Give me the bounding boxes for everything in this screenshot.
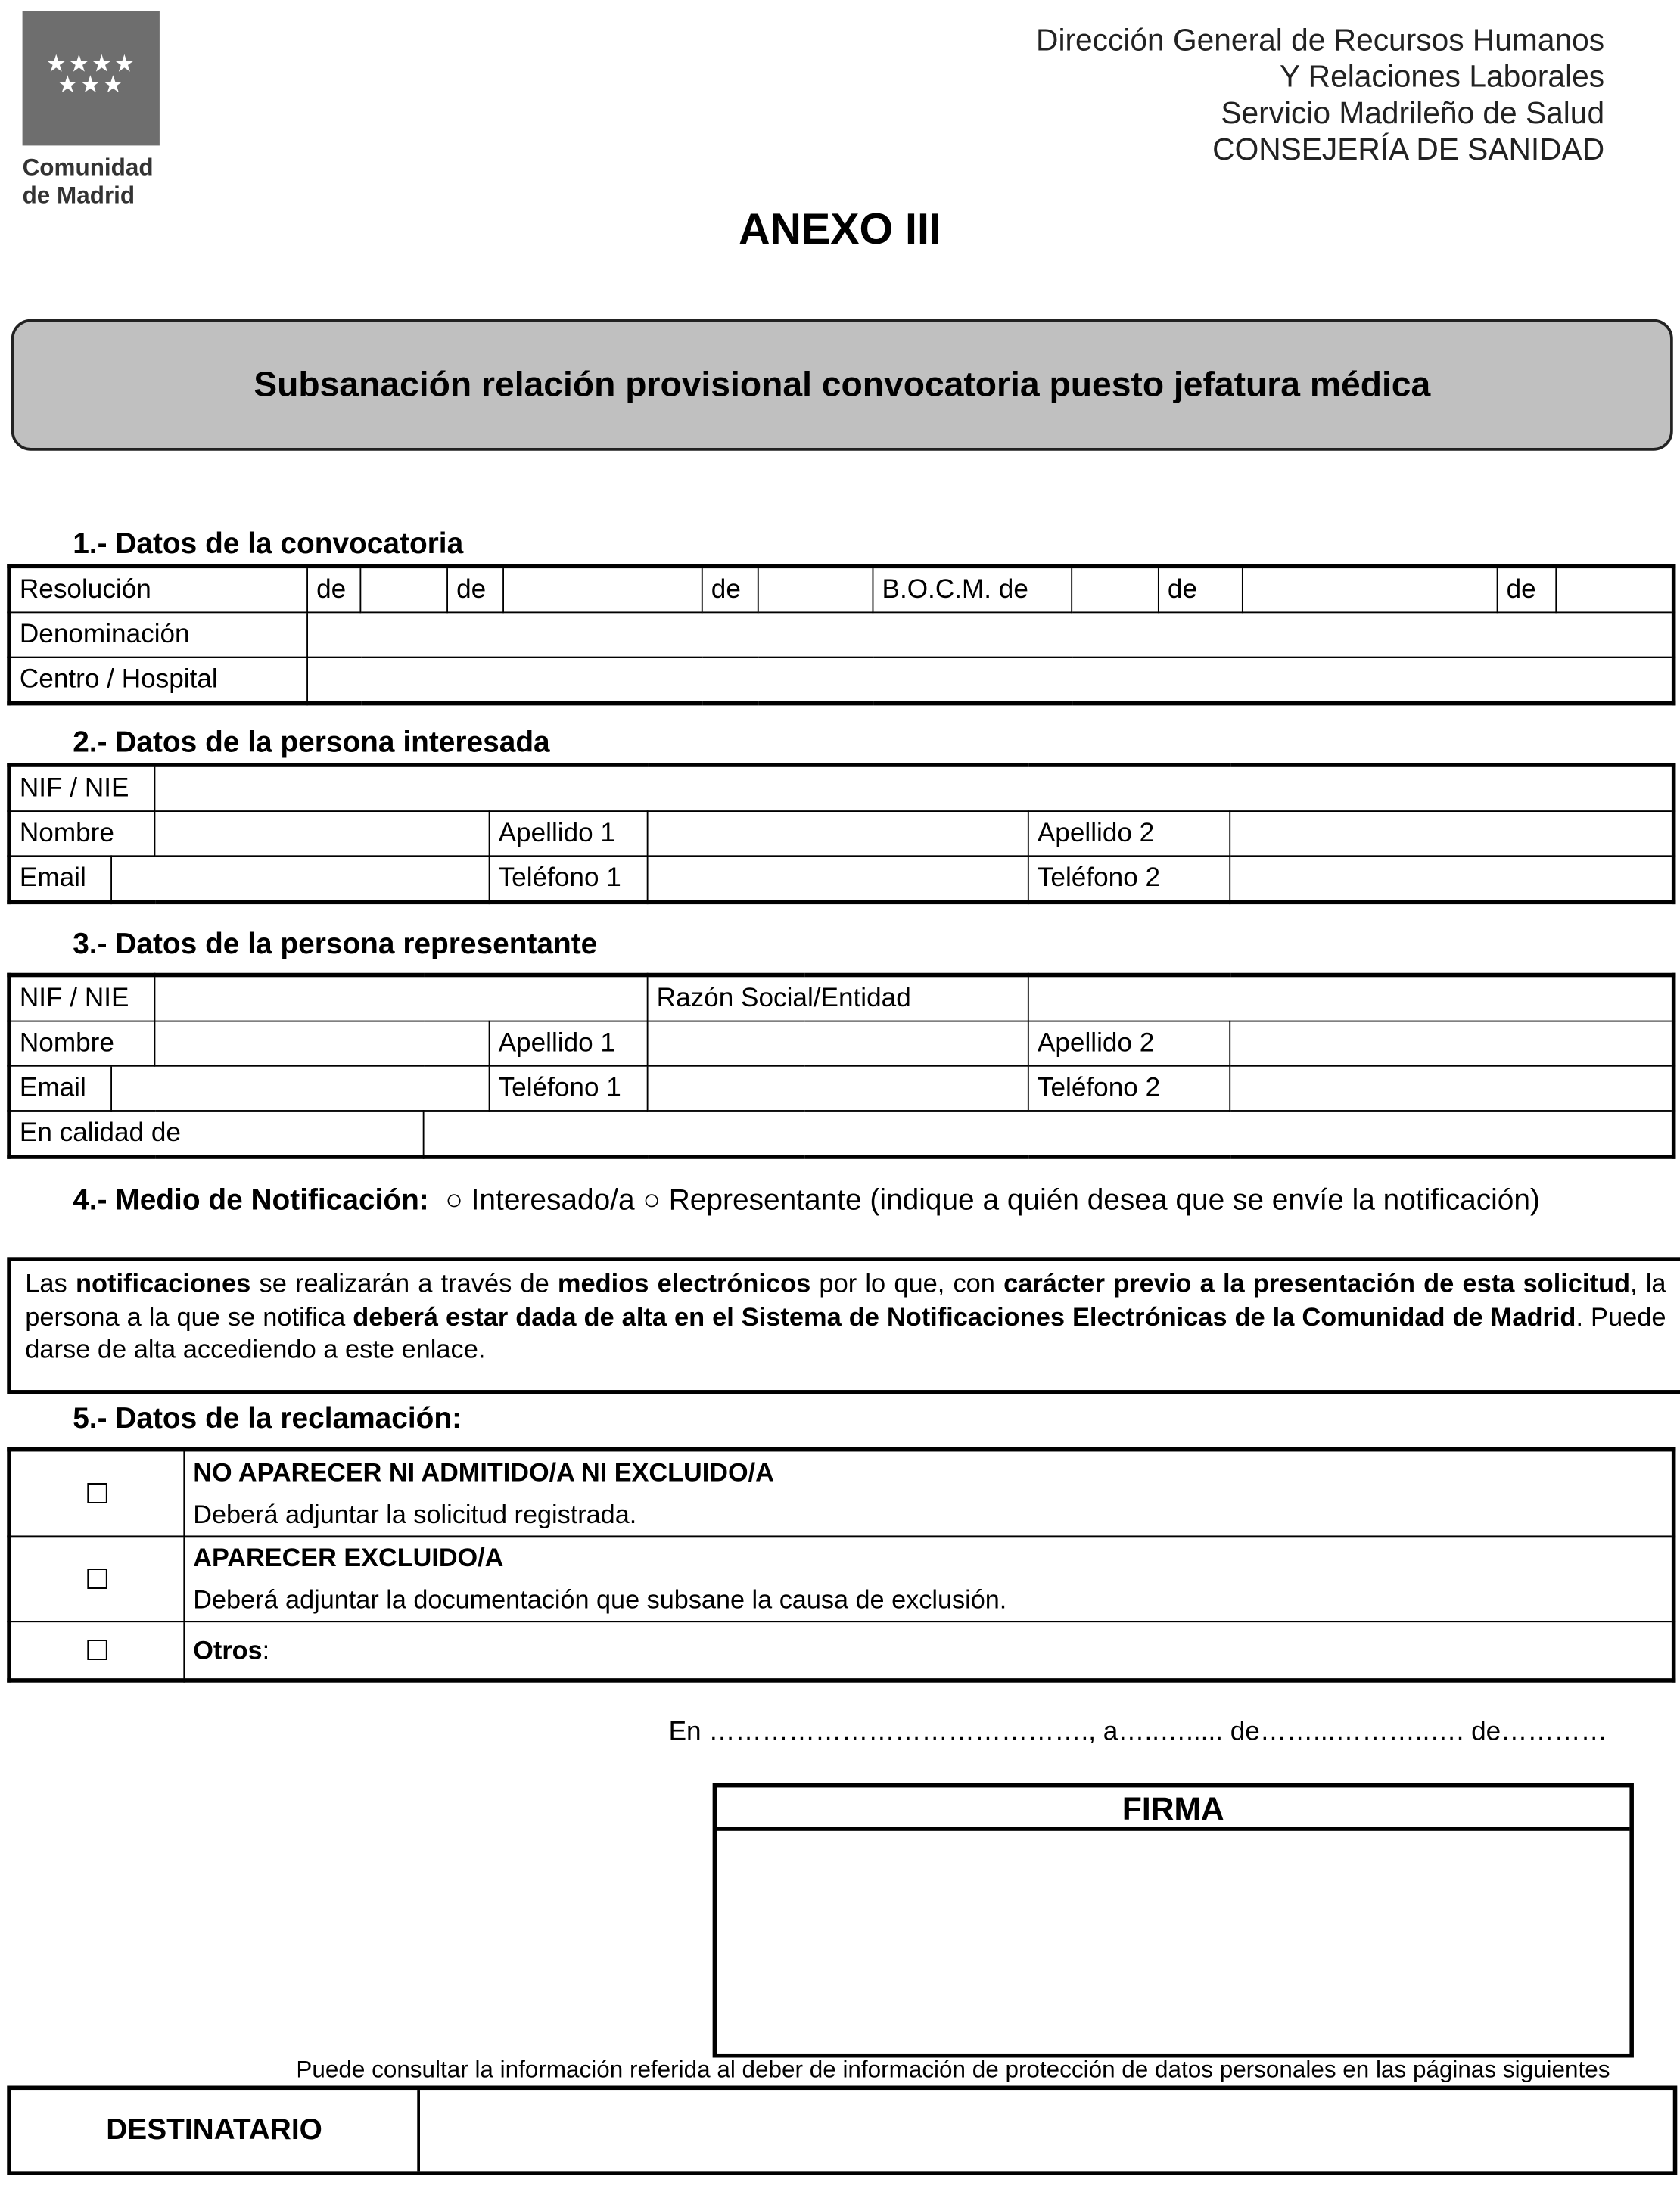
telefono2-label: Teléfono 2 [1028, 856, 1230, 902]
form-title: Subsanación relación provisional convocatoria puesto jefatura médica [11, 319, 1673, 451]
convocatoria-table [7, 564, 1675, 706]
header-line: Servicio Madrileño de Salud [1221, 95, 1605, 131]
notice-bold: medios electrónicos [557, 1268, 811, 1298]
notice-bold: deberá estar dada de alta en el Sistema de Notificaciones Electrónicas de la Comunidad de Madrid [353, 1301, 1576, 1331]
bocm-month-field[interactable] [1243, 566, 1498, 612]
telefono1-label: Teléfono 1 [490, 1066, 648, 1111]
telefono1-label: Teléfono 1 [490, 856, 648, 902]
recipient-label: DESTINATARIO [11, 2090, 420, 2171]
telefono1-field[interactable] [648, 856, 1028, 902]
nif-field[interactable] [154, 975, 647, 1021]
recipient-box [7, 2086, 1677, 2175]
signature-box[interactable] [713, 1783, 1634, 2058]
nif-label: NIF / NIE [9, 765, 154, 811]
comunidad-madrid-logo [23, 11, 160, 146]
option-desc: Deberá adjuntar la documentación que subsane la causa de exclusión. [193, 1584, 1007, 1615]
annex-title: ANEXO III [739, 204, 941, 253]
signature-label: FIRMA [717, 1787, 1629, 1830]
radio-interesado[interactable]: ○ Interesado/a [437, 1184, 635, 1217]
notice-bold: carácter previo a la presentación de esta solicitud [1003, 1268, 1630, 1298]
section-4 [73, 1183, 1557, 1219]
data-protection-note: Puede consultar la información referida al deber de información de protección de datos personales en las páginas siguientes [296, 2056, 1610, 2083]
nif-label: NIF / NIE [9, 975, 154, 1021]
header-line: CONSEJERÍA DE SANIDAD [1212, 131, 1605, 167]
option-title: Otros [193, 1634, 263, 1665]
notification-hint: (indique a quién desea que se envíe la notificación) [870, 1184, 1540, 1217]
checkbox-excluido[interactable]: ☐ [9, 1536, 184, 1621]
apellido1-field[interactable] [648, 1021, 1028, 1066]
notice-text: por lo que, con [810, 1268, 1004, 1298]
checkbox-no-aparecer[interactable]: ☐ [9, 1450, 184, 1537]
section-3-heading: 3.- Datos de la persona representante [73, 928, 598, 961]
denominacion-label: Denominación [9, 612, 307, 657]
apellido2-label: Apellido 2 [1028, 811, 1230, 856]
calidad-label: En calidad de [9, 1111, 424, 1157]
bocm-label: B.O.C.M. de [873, 566, 1072, 612]
nombre-field[interactable] [154, 811, 489, 856]
section-1-heading: 1.- Datos de la convocatoria [73, 527, 464, 560]
nombre-field[interactable] [154, 1021, 489, 1066]
section-2-heading: 2.- Datos de la persona interesada [73, 726, 550, 759]
de-label: de [447, 566, 503, 612]
logo-line-1: Comunidad [22, 154, 154, 181]
telefono2-field[interactable] [1230, 856, 1673, 902]
checkbox-otros[interactable]: ☐ [9, 1621, 184, 1681]
header-line: Y Relaciones Laborales [1279, 58, 1605, 94]
notice-bold: notificaciones [75, 1268, 251, 1298]
calidad-field[interactable] [424, 1111, 1674, 1157]
radio-label: Interesado/a [471, 1184, 635, 1217]
section-4-heading: 4.- Medio de Notificación: [73, 1184, 429, 1217]
radio-representante[interactable]: ○ Representante [642, 1184, 862, 1217]
de-label: de [1498, 566, 1557, 612]
radio-label: Representante [668, 1184, 862, 1217]
email-label: Email [9, 1066, 111, 1111]
logo-text [23, 154, 154, 210]
nif-field[interactable] [154, 765, 1673, 811]
telefono1-field[interactable] [648, 1066, 1028, 1111]
razon-social-field[interactable] [1028, 975, 1674, 1021]
telefono2-field[interactable] [1230, 1066, 1673, 1111]
option-title: NO APARECER NI ADMITIDO/A NI EXCLUIDO/A [193, 1457, 774, 1487]
representante-table [7, 973, 1675, 1159]
resolucion-year-field[interactable] [758, 566, 873, 612]
apellido2-field[interactable] [1230, 1021, 1673, 1066]
de-label: de [1159, 566, 1243, 612]
apellido1-label: Apellido 1 [490, 811, 648, 856]
nombre-label: Nombre [9, 1021, 154, 1066]
resolucion-label: Resolución [9, 566, 307, 612]
notice-text: se realizarán a través de [250, 1268, 558, 1298]
email-field[interactable] [111, 1066, 490, 1111]
header-line: Dirección General de Recursos Humanos [1036, 22, 1605, 58]
section-5-heading: 5.- Datos de la reclamación: [73, 1402, 462, 1435]
apellido2-label: Apellido 2 [1028, 1021, 1230, 1066]
notification-notice [7, 1257, 1680, 1394]
telefono2-label: Teléfono 2 [1028, 1066, 1230, 1111]
option-title: APARECER EXCLUIDO/A [193, 1542, 504, 1572]
resolucion-month-field[interactable] [503, 566, 702, 612]
place-date-line[interactable]: En ……………………………………., a…..…..... de……...………..…. de………… [668, 1717, 1607, 1747]
apellido2-field[interactable] [1230, 811, 1673, 856]
nombre-label: Nombre [9, 811, 154, 856]
option-desc: Deberá adjuntar la solicitud registrada. [193, 1499, 637, 1529]
de-label: de [702, 566, 758, 612]
email-label: Email [9, 856, 111, 902]
apellido1-field[interactable] [648, 811, 1028, 856]
issuer-header [1036, 23, 1604, 168]
stars-icon: ★★★★ ★★★ [45, 50, 137, 98]
email-field[interactable] [111, 856, 490, 902]
notice-link-text[interactable]: . Puede darse de alta accediendo a este enlace. [25, 1301, 1666, 1363]
notice-text: , la persona a la que se notifica [25, 1268, 1666, 1331]
razon-social-label: Razón Social/Entidad [648, 975, 1028, 1021]
centro-field[interactable] [307, 658, 1674, 704]
logo-line-2: de Madrid [22, 182, 135, 209]
bocm-year-field[interactable] [1556, 566, 1673, 612]
resolucion-day-field[interactable] [360, 566, 447, 612]
interesada-table [7, 763, 1675, 904]
notice-text: Las [25, 1268, 76, 1298]
de-label: de [307, 566, 360, 612]
apellido1-label: Apellido 1 [490, 1021, 648, 1066]
option-desc: : [262, 1634, 270, 1665]
bocm-day-field[interactable] [1072, 566, 1159, 612]
centro-label: Centro / Hospital [9, 658, 307, 704]
reclamacion-table [7, 1447, 1675, 1683]
denominacion-field[interactable] [307, 612, 1674, 657]
